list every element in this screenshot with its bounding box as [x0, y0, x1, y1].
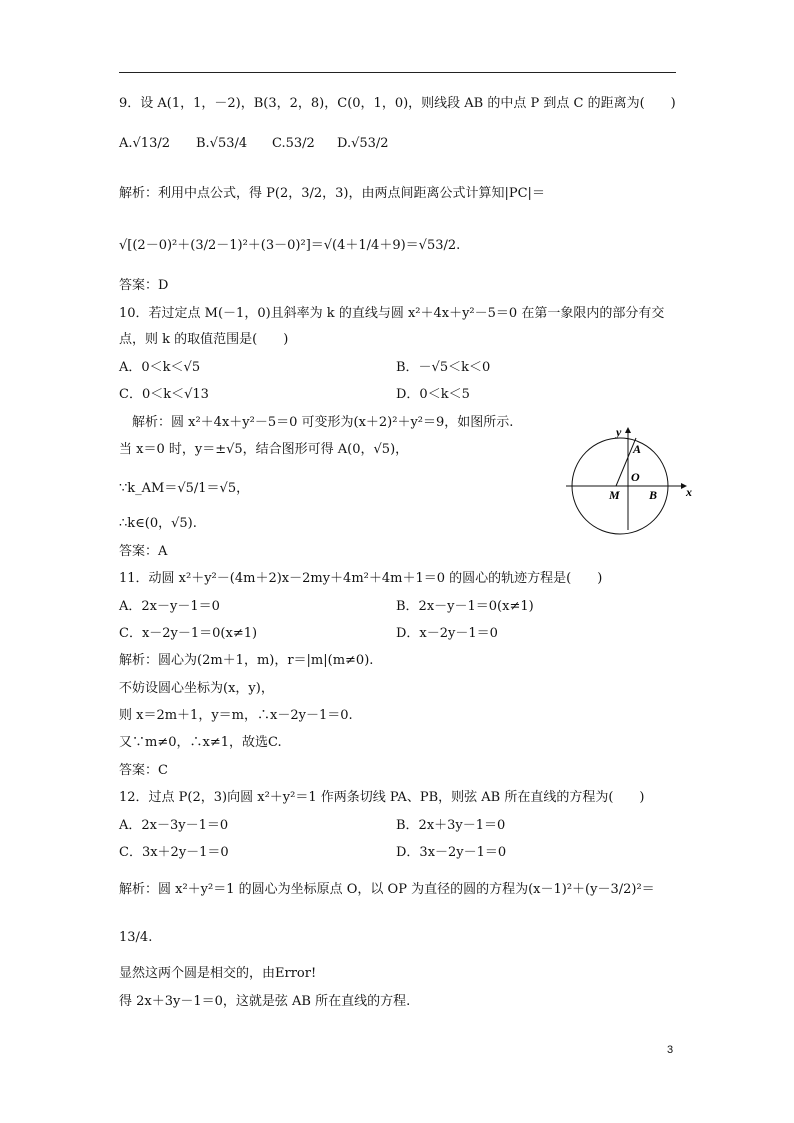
q10-option-c: C．0＜k＜√13 — [119, 387, 209, 402]
q10-solution-line4: ∴k∈(0，√5). — [119, 516, 197, 531]
q10-option-d: D．0＜k＜5 — [396, 387, 470, 402]
q11-option-b: B．2x－y－1＝0(x≠1) — [396, 599, 534, 614]
q12-option-a: A．2x－3y－1＝0 — [119, 818, 229, 833]
q11-option-c: C．x－2y－1＝0(x≠1) — [119, 626, 258, 641]
diagram-label-o: O — [631, 470, 640, 484]
q12-option-b: B．2x＋3y－1＝0 — [396, 818, 506, 833]
q10-stem-line2: 点，则 k 的取值范围是( ) — [119, 332, 289, 347]
q12-solution-line1: 解析：圆 x²＋y²＝1 的圆心为坐标原点 O，以 OP 为直径的圆的方程为(x－1)²＋(y－3/2)²＝ — [119, 882, 655, 897]
q11-answer: 答案：C — [119, 763, 168, 778]
q11-option-d: D．x－2y－1＝0 — [396, 626, 498, 641]
q10-option-a: A．0＜k＜√5 — [119, 360, 201, 375]
diagram-label-a: A — [633, 442, 642, 456]
q10-stem-line1: 10．若过定点 M(－1，0)且斜率为 k 的直线与圆 x²＋4x＋y²－5＝0 在第一象限内的部分有交 — [119, 306, 665, 321]
q12-solution-line2: 13/4. — [119, 930, 153, 945]
q11-solution-line4: 又∵m≠0，∴x≠1，故选C. — [119, 735, 282, 750]
q10-solution-line2: 当 x＝0 时，y＝±√5，结合图形可得 A(0，√5)， — [119, 442, 409, 457]
q12-option-d: D．3x－2y－1＝0 — [396, 845, 507, 860]
q11-solution-line1: 解析：圆心为(2m＋1，m)，r＝|m|(m≠0). — [119, 653, 374, 668]
q10-solution-line3: ∵k_AM＝√5/1＝√5， — [119, 481, 250, 496]
q9-option-c: C.53/2 — [272, 136, 315, 151]
diagram-label-y: y — [616, 425, 622, 439]
q12-solution-line4: 得 2x＋3y－1＝0，这就是弦 AB 所在直线的方程. — [119, 994, 411, 1009]
q9-option-d: D.√53/2 — [337, 136, 389, 151]
diagram-label-b: B — [649, 488, 658, 502]
q10-solution-line1: 解析：圆 x²＋4x＋y²－5＝0 可变形为(x＋2)²＋y²＝9，如图所示. — [132, 415, 514, 430]
q9-solution-line1: 解析：利用中点公式，得 P(2，3/2，3)，由两点间距离公式计算知|PC|＝ — [119, 186, 545, 201]
q12-option-c: C．3x＋2y－1＝0 — [119, 845, 229, 860]
q9-solution-line2: √[(2－0)²＋(3/2－1)²＋(3－0)²]＝√(4＋1/4＋9)＝√53/2. — [119, 238, 461, 253]
q9-stem: 9．设 A(1，1，－2)，B(3，2，8)，C(0，1，0)，则线段 AB 的中点 P 到点 C 的距离为( ) — [119, 96, 676, 111]
q10-option-b: B．－√5＜k＜0 — [396, 360, 491, 375]
q10-answer: 答案：A — [119, 544, 168, 559]
page-number: 3 — [667, 1044, 674, 1056]
circle-diagram — [560, 420, 700, 535]
q12-solution-line3: 显然这两个圆是相交的，由Error! — [119, 966, 317, 981]
q12-stem: 12．过点 P(2，3)向圆 x²＋y²＝1 作两条切线 PA、PB，则弦 AB 所在直线的方程为( ) — [119, 790, 645, 805]
q9-option-a: A.√13/2 — [119, 136, 170, 151]
q11-option-a: A．2x－y－1＝0 — [119, 599, 220, 614]
diagram-label-x: x — [686, 485, 692, 499]
header-rule — [119, 72, 676, 73]
q9-answer: 答案：D — [119, 278, 169, 293]
q11-solution-line3: 则 x＝2m＋1，y＝m，∴x－2y－1＝0. — [119, 708, 353, 723]
diagram-label-m: M — [609, 488, 620, 502]
q11-solution-line2: 不妨设圆心坐标为(x，y)， — [119, 681, 274, 696]
q11-stem: 11．动圆 x²＋y²－(4m＋2)x－2my＋4m²＋4m＋1＝0 的圆心的轨迹方程是( ) — [119, 571, 603, 586]
q9-option-b: B.√53/4 — [196, 136, 248, 151]
